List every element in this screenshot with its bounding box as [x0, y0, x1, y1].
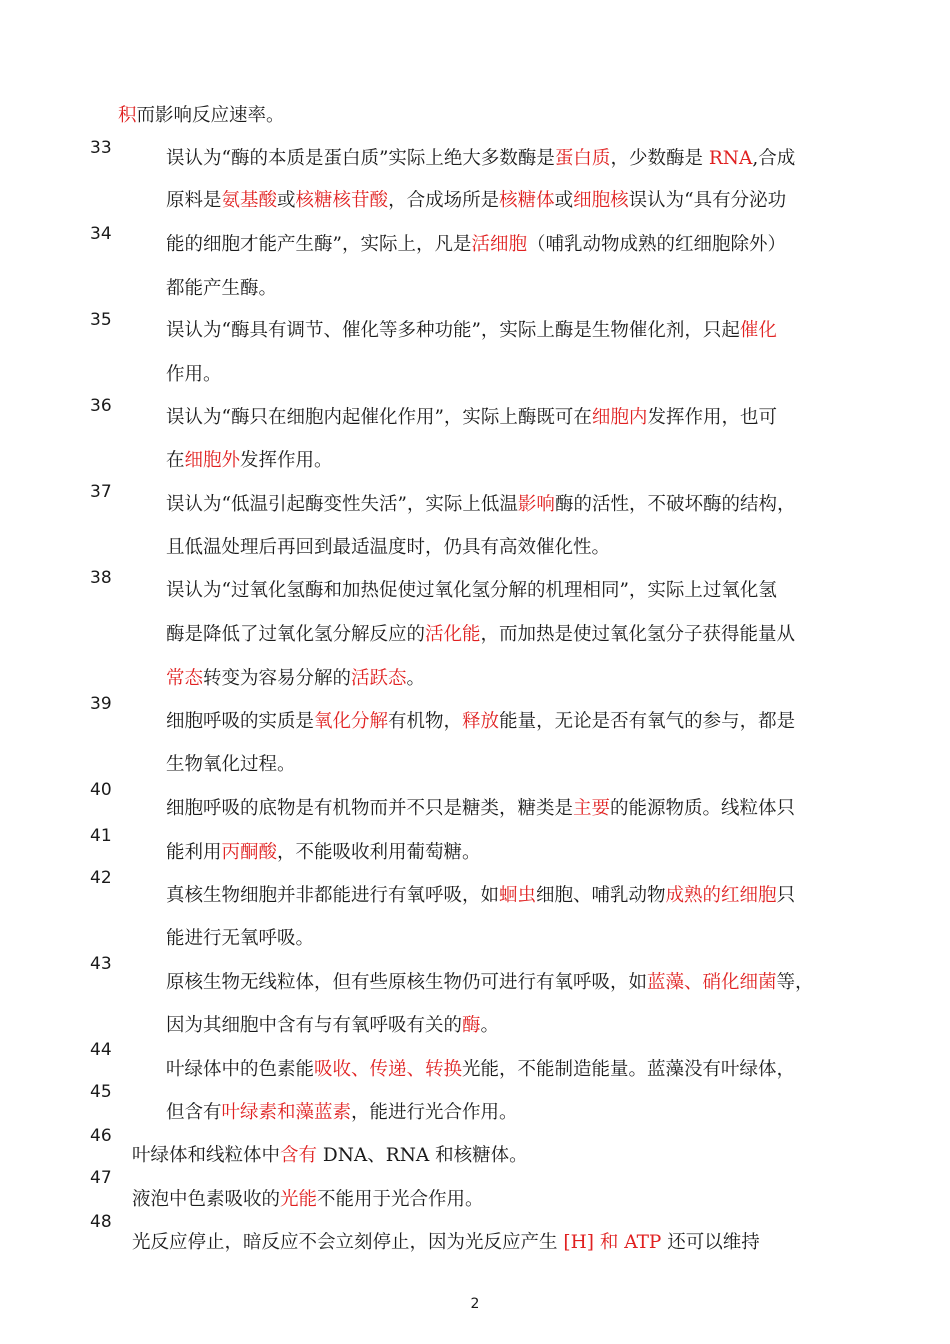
body-text: 不能用于光合作用。	[317, 1189, 484, 1210]
text-line	[166, 448, 333, 474]
text-line	[166, 840, 481, 866]
text-line	[166, 709, 795, 735]
body-text: 但含有	[166, 1102, 222, 1123]
item-number: 37	[90, 482, 112, 502]
body-text: 或	[277, 190, 296, 211]
body-text: 或	[554, 190, 574, 211]
item-number: 35	[90, 310, 112, 330]
body-text: 光能，不能制造能量。蓝藻没有叶绿体，	[462, 1059, 796, 1080]
item-number: 36	[90, 396, 112, 416]
body-text: 能的细胞才能产生酶”，实际上，凡是	[166, 234, 472, 255]
highlighted-text: 蛔虫	[499, 885, 537, 906]
highlighted-text: 丙酮酸	[221, 842, 278, 863]
body-text: 等，	[776, 972, 814, 993]
body-text: 细胞、哺乳动物	[536, 885, 666, 906]
highlighted-text: 细胞外	[184, 450, 241, 471]
item-number: 46	[90, 1126, 112, 1146]
item-number: 42	[90, 868, 112, 888]
body-text: 发挥作用，也可	[647, 407, 777, 428]
item-number: 47	[90, 1168, 112, 1188]
item-number: 43	[90, 954, 112, 974]
body-text: 光反应停止，暗反应不会立刻停止，因为光反应产生	[132, 1232, 564, 1253]
body-text: 都能产生酶。	[166, 278, 278, 299]
item-number: 39	[90, 694, 112, 714]
body-text: ,合成	[752, 148, 796, 169]
body-text: 细胞呼吸的底物是有机物而并不只是糖类，糖类是	[166, 798, 574, 819]
text-line	[166, 188, 786, 214]
item-number: 41	[90, 826, 112, 846]
body-text: 有机物，	[388, 711, 463, 732]
body-text: ，合成场所是	[388, 190, 500, 211]
highlighted-text: 蛋白质	[554, 148, 611, 169]
text-line	[132, 1187, 484, 1213]
page-number: 2	[470, 1296, 480, 1312]
body-text: 能量，无论是否有氧气的参与，都是	[499, 711, 796, 732]
body-text: 误认为“酶具有调节、催化等多种功能”，实际上酶是生物催化剂，只起	[166, 320, 740, 341]
text-line	[166, 1057, 795, 1083]
highlighted-text: 影响	[517, 494, 555, 515]
highlighted-text: 光能	[280, 1189, 318, 1210]
body-text: 发挥作用。	[240, 450, 333, 471]
body-text: 误认为“低温引起酶变性失活”，实际上低温	[166, 494, 518, 515]
highlighted-text: 积	[118, 105, 137, 126]
item-number: 34	[90, 224, 112, 244]
body-text: 原核生物无线粒体，但有些原核生物仍可进行有氧呼吸，如	[166, 972, 648, 993]
body-text: ，能进行光合作用。	[351, 1102, 518, 1123]
body-text: 。	[406, 668, 426, 689]
text-line	[166, 232, 786, 258]
text-line	[166, 405, 777, 431]
body-text: 误认为“酶只在细胞内起催化作用”，实际上酶既可在	[166, 407, 592, 428]
body-text: （哺乳动物成熟的红细胞除外）	[526, 234, 786, 255]
text-line	[166, 970, 814, 996]
text-line	[166, 666, 425, 692]
body-text: ，少数酶是	[610, 148, 709, 169]
highlighted-text: [H] 和 ATP	[563, 1232, 662, 1253]
highlighted-text: 细胞核	[573, 190, 629, 211]
highlighted-text: RNA	[708, 148, 753, 169]
highlighted-text: 核糖核苷酸	[295, 190, 389, 211]
highlighted-text: 氧化分解	[314, 711, 389, 732]
item-number: 38	[90, 568, 112, 588]
body-text: 在	[166, 450, 185, 471]
body-text: 叶绿体中的色素能	[166, 1059, 315, 1080]
item-number: 33	[90, 138, 112, 158]
text-line	[166, 578, 777, 604]
body-text: 原料是	[166, 190, 222, 211]
body-text: 且低温处理后再回到最适温度时，仍具有高效催化性。	[166, 537, 611, 558]
text-line	[166, 318, 777, 344]
highlighted-text: 活化能	[425, 624, 481, 645]
highlighted-text: 成熟的红细胞	[665, 885, 777, 906]
text-line	[166, 1013, 499, 1039]
item-number: 45	[90, 1082, 112, 1102]
body-text: 的能源物质。线粒体只	[610, 798, 796, 819]
text-line	[166, 622, 795, 648]
body-text: 真核生物细胞并非都能进行有氧呼吸，如	[166, 885, 500, 906]
highlighted-text: 氨基酸	[221, 190, 278, 211]
body-text: 误认为“酶的本质是蛋白质”实际上绝大多数酶是	[166, 148, 555, 169]
text-line	[132, 1143, 528, 1169]
body-text: 转变为容易分解的	[203, 668, 352, 689]
item-number: 48	[90, 1212, 112, 1232]
body-text: 叶绿体和线粒体中	[132, 1145, 281, 1166]
body-text: ，不能吸收利用葡萄糖。	[277, 842, 481, 863]
text-line	[166, 752, 296, 778]
body-text: 酶是降低了过氧化氢分解反应的	[166, 624, 426, 645]
body-text: 因为其细胞中含有与有氧呼吸有关的	[166, 1015, 463, 1036]
highlighted-text: 细胞内	[591, 407, 648, 428]
text-line	[166, 276, 277, 302]
text-line	[166, 146, 795, 172]
body-text: 能进行无氧呼吸。	[166, 928, 315, 949]
text-line	[166, 362, 222, 388]
highlighted-text: 活跃态	[351, 668, 407, 689]
highlighted-text: 蓝藻、硝化细菌	[647, 972, 777, 993]
body-text: 液泡中色素吸收的	[132, 1189, 281, 1210]
text-line	[166, 926, 314, 952]
body-text: 而影响反应速率。	[136, 105, 285, 126]
body-text: 作用。	[166, 364, 222, 385]
body-text: ，而加热是使过氧化氢分子获得能量从	[480, 624, 796, 645]
text-line	[166, 1100, 518, 1126]
highlighted-text: 释放	[462, 711, 500, 732]
highlighted-text: 主要	[573, 798, 611, 819]
text-line	[166, 535, 610, 561]
body-text: 误认为“过氧化氢酶和加热促使过氧化氢分解的机理相同”，实际上过氧化氢	[166, 580, 777, 601]
text-line	[166, 492, 795, 518]
body-text: 酶的活性，不破坏酶的结构，	[554, 494, 796, 515]
highlighted-text: 核糖体	[499, 190, 555, 211]
body-text: 生物氧化过程。	[166, 754, 296, 775]
body-text: 。	[480, 1015, 500, 1036]
body-text: 误认为“具有分泌功	[628, 190, 787, 211]
item-number: 40	[90, 780, 112, 800]
body-text: 能利用	[166, 842, 222, 863]
highlighted-text: 催化	[739, 320, 777, 341]
highlighted-text: 活细胞	[471, 234, 527, 255]
highlighted-text: 常态	[166, 668, 204, 689]
highlighted-text: 酶	[462, 1015, 481, 1036]
text-line	[132, 1230, 760, 1256]
body-text: DNA、RNA 和核糖体。	[317, 1145, 528, 1166]
text-line	[166, 796, 795, 822]
text-line	[166, 883, 795, 909]
highlighted-text: 叶绿素和藻蓝素	[221, 1102, 352, 1123]
body-text: 还可以维持	[661, 1232, 760, 1253]
highlighted-text: 含有	[280, 1145, 318, 1166]
body-text: 只	[776, 885, 796, 906]
body-text: 细胞呼吸的实质是	[166, 711, 315, 732]
item-number: 44	[90, 1040, 112, 1060]
text-line	[118, 103, 285, 129]
highlighted-text: 吸收、传递、转换	[314, 1059, 463, 1080]
